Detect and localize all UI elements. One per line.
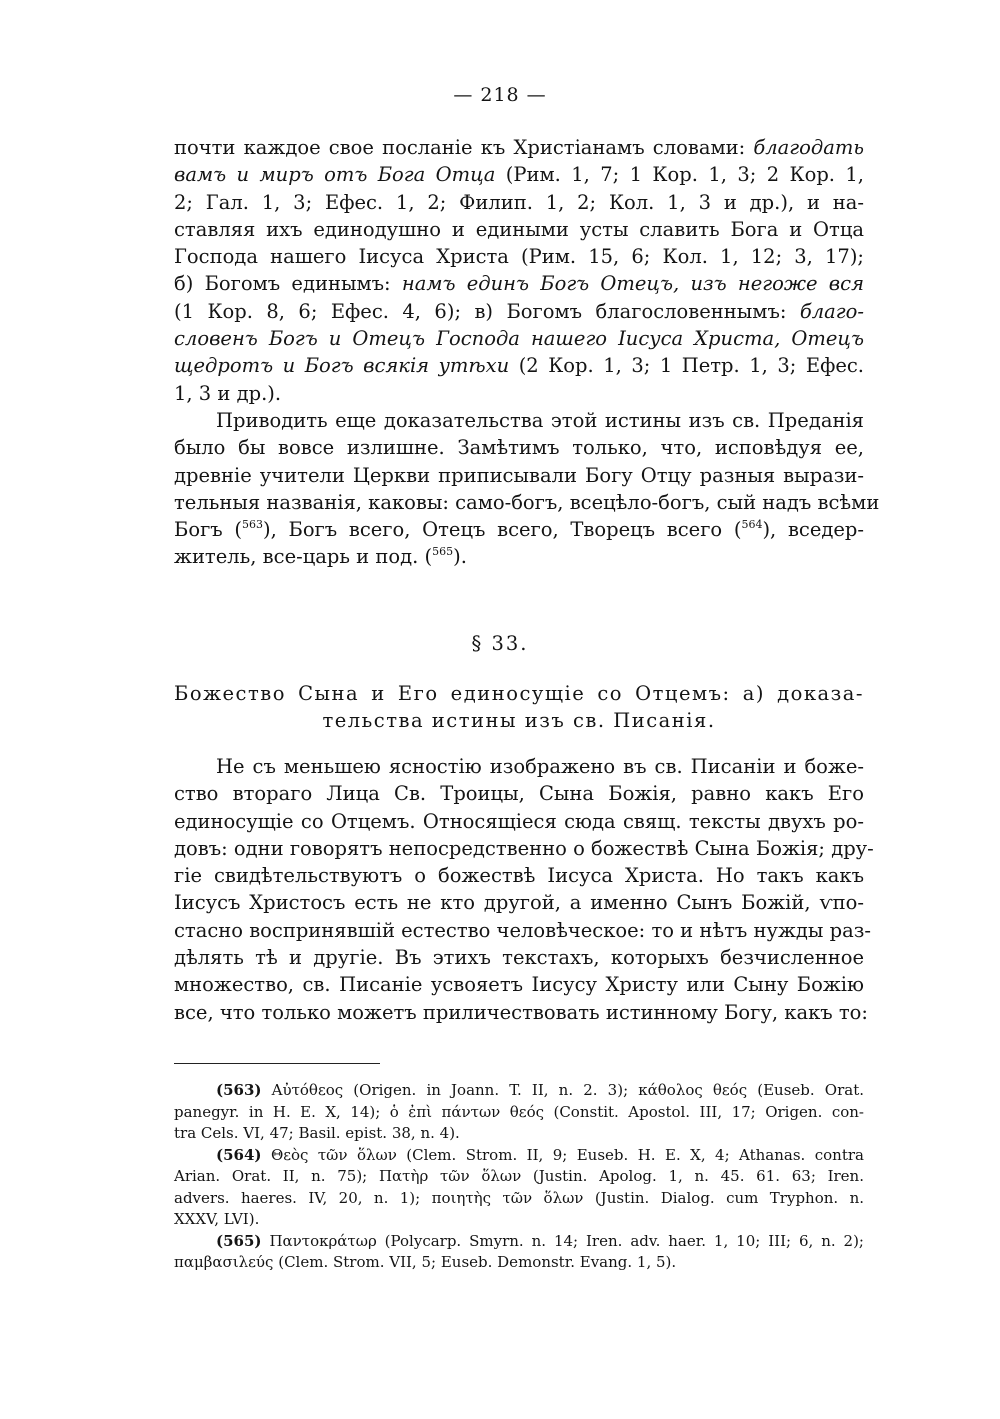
text-line: 1, 3 и др.). <box>174 381 282 405</box>
footnote-line: panegyr. in H. E. X, 14); ὁ ἐπὶ πάντων θεός (Constit. Apostol. III, 17; Origen. con- <box>174 1102 864 1121</box>
footnote-line: Arian. Orat. II, n. 75); Πατὴρ τῶν ὅλων (Justin. Apolog. 1, n. 45. 61. 63; Iren. <box>174 1167 864 1185</box>
footnote-line: παμβασιλεύς (Clem. Strom. VII, 5; Euseb. Demonstr. Evang. 1, 5). <box>174 1253 677 1271</box>
section-title-line: Божество Сына и Его единосущіе со Отцемъ: а) доказа- <box>174 682 864 705</box>
page-number: — 218 — <box>453 84 547 106</box>
text-line: было бы вовсе излишне. Замѣтимъ только, что, исповѣдуя ее, <box>174 436 864 460</box>
footnote-ref[interactable]: 563 <box>242 518 263 532</box>
text-line: ство втораго Лица Св. Троицы, Сына Божія, равно какъ Его <box>174 782 864 806</box>
text-line: словенъ Богъ и Отецъ Господа нашего Іисуса Христа, Отецъ <box>174 327 864 351</box>
footnote-563: (563) Αὐτόθεος (Origen. in Joann. T. II, n. 2. 3); κάθολος θεός (Euseb. Orat. <box>216 1081 864 1099</box>
text-line: довъ: одни говорятъ непосредственно о божествѣ Сына Божія; дру- <box>174 836 874 860</box>
text-line: б) Богомъ единымъ: намъ единъ Богъ Отецъ, изъ негоже вся <box>174 272 864 296</box>
text-line: вамъ и миръ отъ Бога Отца (Рим. 1, 7; 1 Кор. 1, 3; 2 Кор. 1, <box>174 163 865 187</box>
section-title-line: тельства истины изъ св. Писанія. <box>322 709 716 732</box>
footnote-ref[interactable]: 564 <box>741 518 763 532</box>
text-line: Господа нашего Іисуса Христа (Рим. 15, 6; Кол. 1, 12; 3, 17); <box>174 245 864 269</box>
footnote-565: (565) Παντοκράτωρ (Polycarp. Smyrn. n. 14; Iren. adv. haer. 1, 10; III; 6, n. 2); <box>216 1231 864 1250</box>
text-line: гіе свидѣтельствуютъ о божествѣ Іисуса Христа. Но такъ какъ <box>174 864 864 888</box>
text-line: дѣлять тѣ и другіе. Въ этихъ текстахъ, которыхъ безчисленное <box>174 946 864 970</box>
text-line: Іисусъ Христосъ есть не кто другой, а именно Сынъ Божій, ѵпо- <box>174 891 864 915</box>
text-line: древніе учители Церкви приписывали Богу Отцу разныя вырази- <box>174 463 864 487</box>
footnote-divider <box>174 1063 380 1064</box>
footnote-line: tra Cels. VI, 47; Basil. epist. 38, n. 4). <box>174 1124 460 1142</box>
text-line: житель, все-царь и под. ($^{565}$). <box>174 545 467 569</box>
text-line: множество, св. Писаніе усвояетъ Іисусу Христу или Сыну Божію <box>174 973 864 997</box>
footnote-line: XXXV, LVI). <box>174 1210 260 1228</box>
text-line: Приводить еще доказательства этой истины изъ св. Преданія <box>216 408 864 432</box>
text-line: Не съ меньшею ясностію изображено въ св. Писаніи и боже- <box>216 755 864 778</box>
text-line: все, что только можетъ приличествовать истинному Богу, какъ то: <box>174 1000 868 1024</box>
footnote-564: (564) Θεὸς τῶν ὅλων (Clem. Strom. II, 9; Euseb. H. E. X, 4; Athanas. contra <box>216 1145 864 1164</box>
footnote-line: advers. haeres. IV, 20, n. 1); ποιητὴς τῶν ὅλων (Justin. Dialog. cum Tryphon. n. <box>174 1188 864 1207</box>
section-title <box>174 680 864 734</box>
main-text-top <box>174 134 880 571</box>
text-line: ставляя ихъ единодушно и едиными усты славить Бога и Отца <box>174 217 864 241</box>
text-line: 2; Гал. 1, 3; Ефес. 1, 2; Филип. 1, 2; Кол. 1, 3 и др.), и на- <box>174 190 864 214</box>
text-line: (1 Кор. 8, 6; Ефес. 4, 6); в) Богомъ благословеннымъ: благо- <box>174 299 864 323</box>
text-line: щедротъ и Богъ всякія утѣхи (2 Кор. 1, 3; 1 Петр. 1, 3; Ефес. <box>174 354 864 378</box>
text-line: тельныя названія, каковы: само-богъ, всецѣло-богъ, сый надъ всѣми <box>174 490 880 514</box>
section-number: § 33. <box>471 632 529 655</box>
main-text-bottom <box>174 753 874 1026</box>
text-line: почти каждое свое посланіе къ Христіанамъ словами: благодать <box>174 136 864 159</box>
footnote-ref[interactable]: 565 <box>432 545 454 559</box>
text-line: Богъ ($^{563}$), Богъ всего, Отецъ всего, Творецъ всего ($^{564}$), вседер- <box>174 518 865 542</box>
footnotes <box>174 1080 864 1274</box>
text-line: стасно воспринявшій естество человѣческое: то и нѣтъ нужды раз- <box>174 918 871 942</box>
text-line: единосущіе со Отцемъ. Относящіеся сюда свящ. тексты двухъ ро- <box>174 809 864 833</box>
